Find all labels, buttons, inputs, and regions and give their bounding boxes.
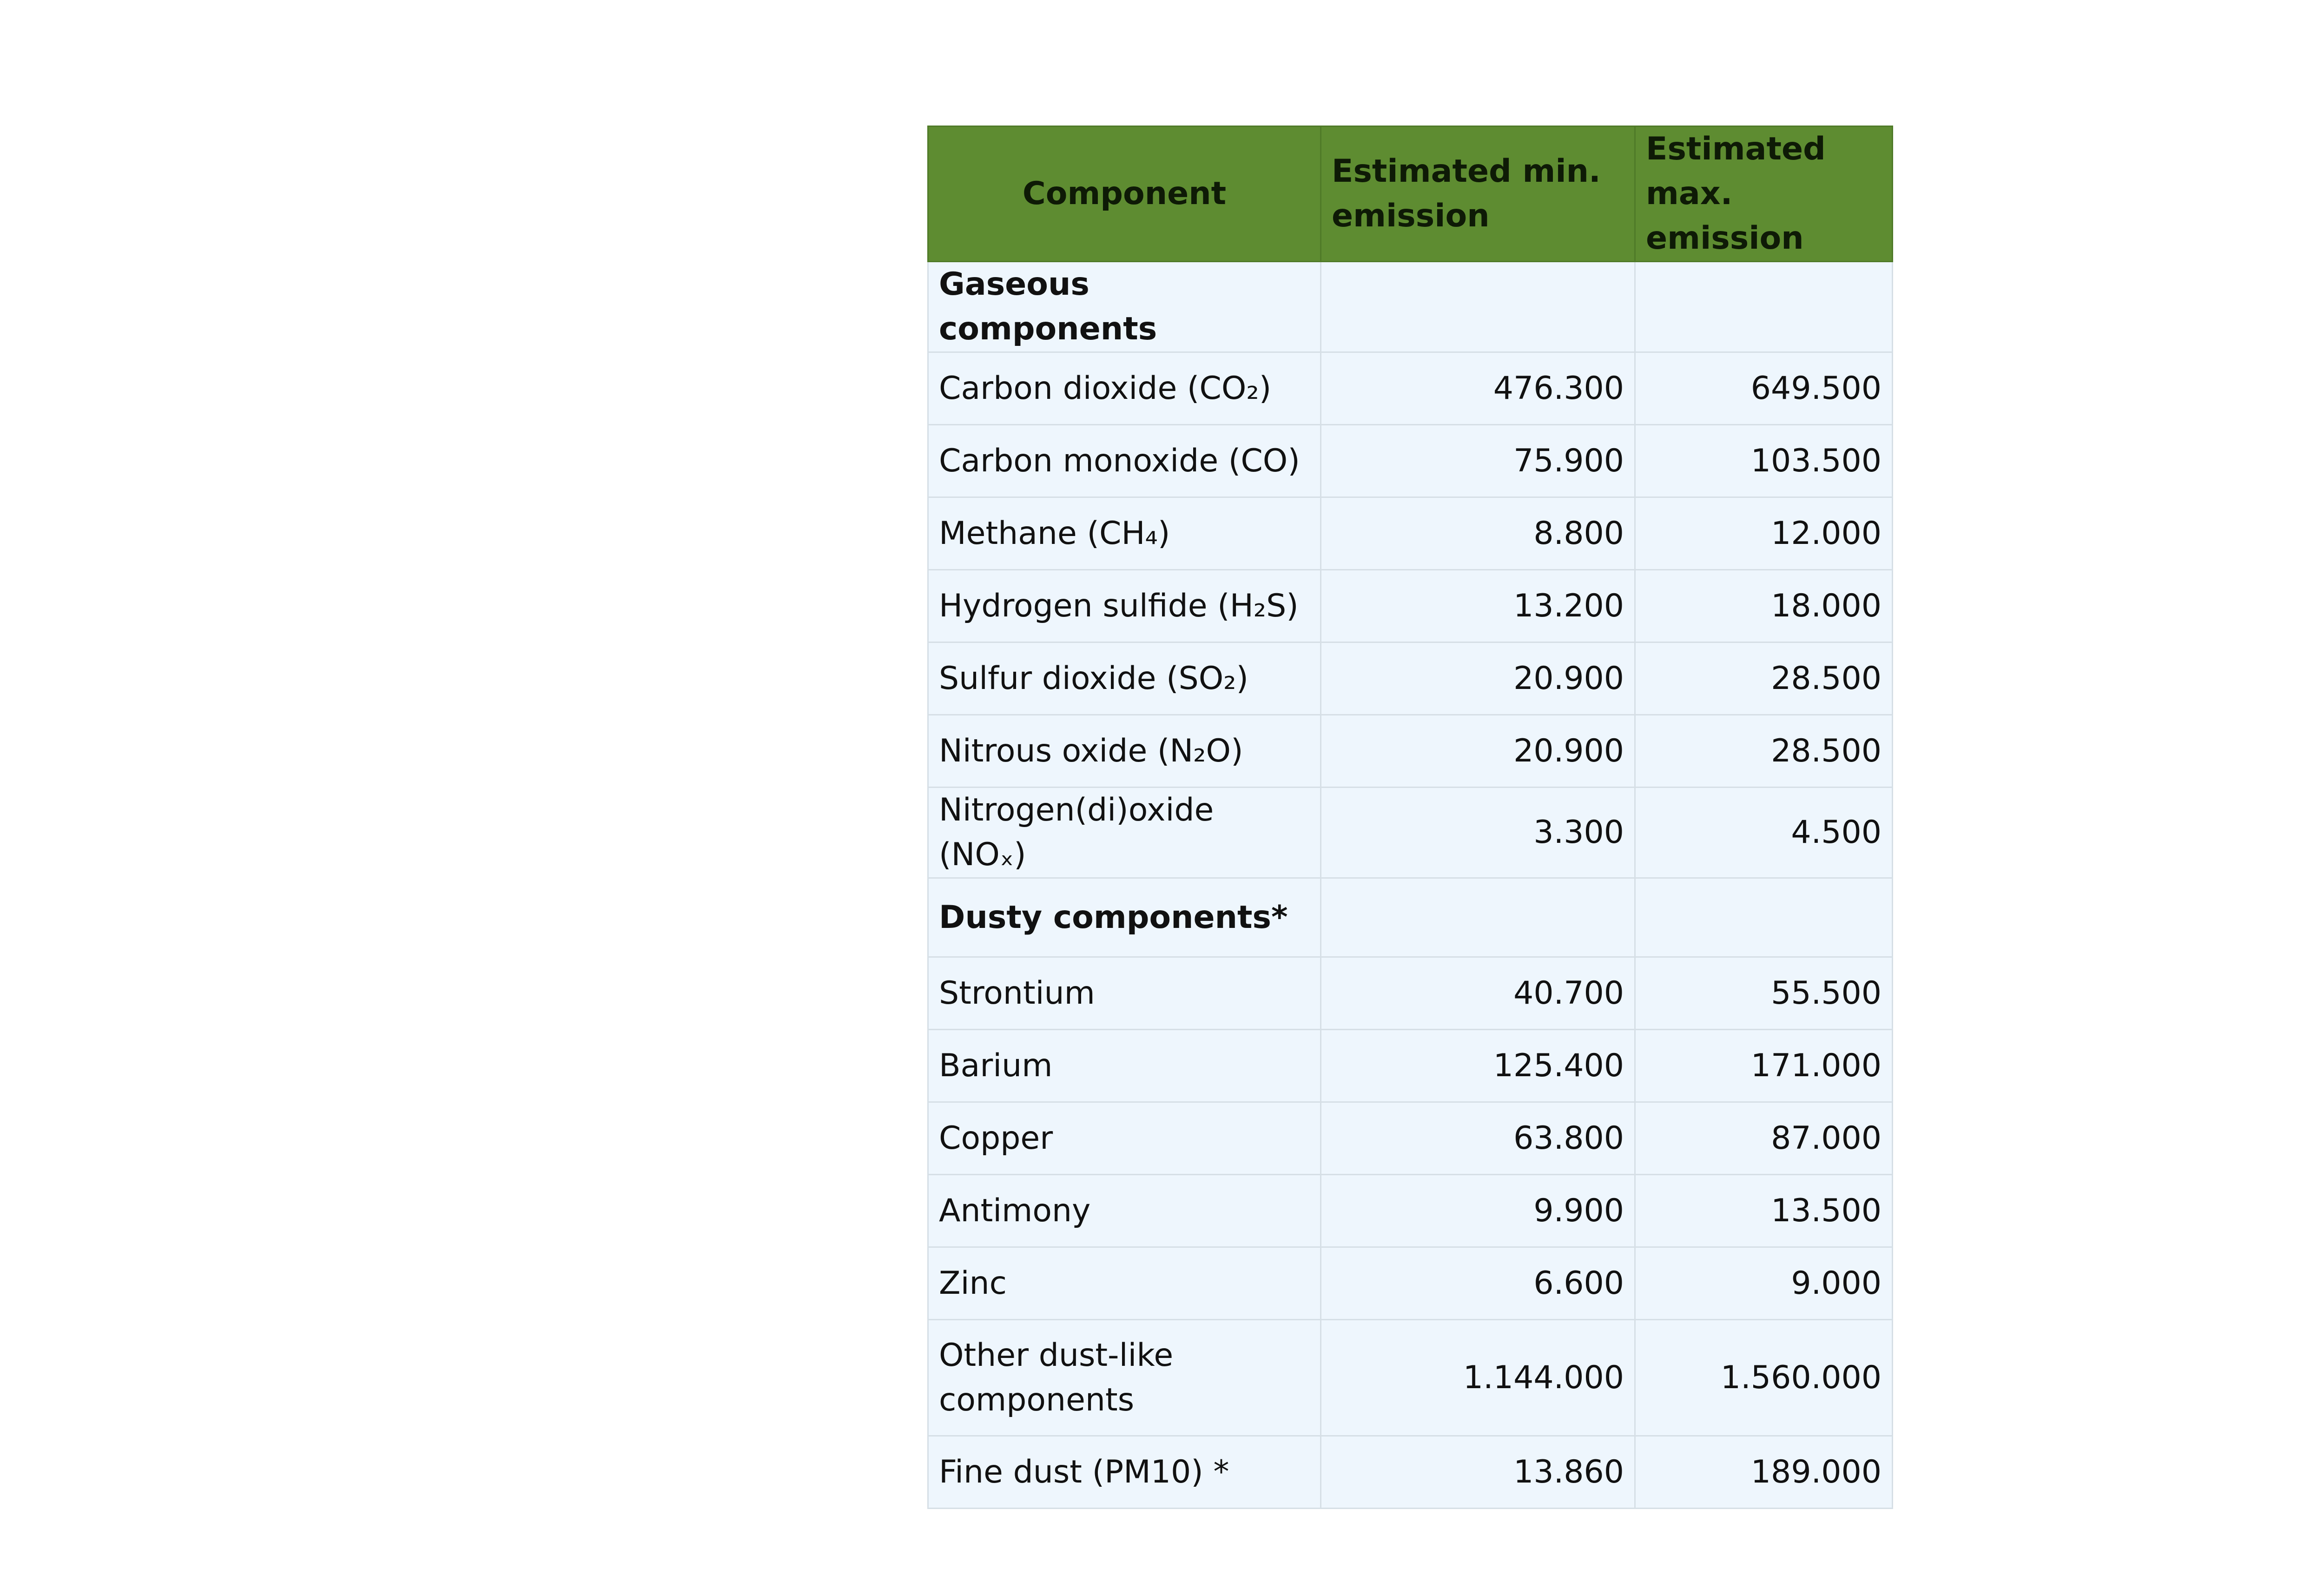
min-emission-cell: 20.900 xyxy=(1321,715,1635,788)
component-cell: Nitrous oxide (N₂O) xyxy=(928,715,1321,788)
component-cell: Fine dust (PM10) * xyxy=(928,1436,1321,1509)
table-row xyxy=(928,715,1893,788)
min-emission-cell: 9.900 xyxy=(1321,1175,1635,1247)
component-cell: Strontium xyxy=(928,957,1321,1030)
table-body xyxy=(928,262,1893,1509)
min-emission-cell: 3.300 xyxy=(1321,788,1635,878)
min-emission-cell: 63.800 xyxy=(1321,1102,1635,1175)
header-row xyxy=(928,126,1893,262)
component-cell: Nitrogen(di)oxide (NOₓ) xyxy=(928,788,1321,878)
component-column-header: Component xyxy=(928,126,1321,262)
min-emission-cell xyxy=(1321,262,1635,352)
max-emission-cell: 55.500 xyxy=(1635,957,1893,1030)
max-emission-column-header: Estimated max. emission xyxy=(1635,126,1893,262)
min-emission-cell: 476.300 xyxy=(1321,352,1635,425)
emissions-table-container xyxy=(927,126,1892,1509)
table-row xyxy=(928,642,1893,715)
max-emission-cell: 189.000 xyxy=(1635,1436,1893,1509)
max-emission-cell xyxy=(1635,262,1893,352)
max-emission-cell: 12.000 xyxy=(1635,497,1893,570)
max-emission-cell: 103.500 xyxy=(1635,425,1893,497)
max-emission-cell: 4.500 xyxy=(1635,788,1893,878)
table-row xyxy=(928,352,1893,425)
component-cell: Other dust-like components xyxy=(928,1320,1321,1436)
max-emission-cell: 9.000 xyxy=(1635,1247,1893,1320)
min-emission-cell: 13.860 xyxy=(1321,1436,1635,1509)
table-row xyxy=(928,788,1893,878)
min-emission-cell: 40.700 xyxy=(1321,957,1635,1030)
table-row xyxy=(928,957,1893,1030)
table-header xyxy=(928,126,1893,262)
min-emission-cell xyxy=(1321,878,1635,957)
component-cell: Sulfur dioxide (SO₂) xyxy=(928,642,1321,715)
component-cell: Zinc xyxy=(928,1247,1321,1320)
min-emission-cell: 75.900 xyxy=(1321,425,1635,497)
table-row xyxy=(928,425,1893,497)
component-cell: Hydrogen sulfide (H₂S) xyxy=(928,570,1321,642)
max-emission-cell: 28.500 xyxy=(1635,642,1893,715)
max-emission-cell: 649.500 xyxy=(1635,352,1893,425)
table-row xyxy=(928,1320,1893,1436)
table-row xyxy=(928,1436,1893,1509)
component-cell: Barium xyxy=(928,1030,1321,1102)
table-row xyxy=(928,570,1893,642)
min-emission-cell: 13.200 xyxy=(1321,570,1635,642)
min-emission-column-header: Estimated min. emission xyxy=(1321,126,1635,262)
min-emission-cell: 125.400 xyxy=(1321,1030,1635,1102)
min-emission-cell: 20.900 xyxy=(1321,642,1635,715)
min-emission-cell: 8.800 xyxy=(1321,497,1635,570)
component-cell: Copper xyxy=(928,1102,1321,1175)
section-row-dusty xyxy=(928,878,1893,957)
table-row xyxy=(928,1030,1893,1102)
component-cell: Methane (CH₄) xyxy=(928,497,1321,570)
component-cell: Carbon dioxide (CO₂) xyxy=(928,352,1321,425)
max-emission-cell: 18.000 xyxy=(1635,570,1893,642)
table-row xyxy=(928,1175,1893,1247)
max-emission-cell: 28.500 xyxy=(1635,715,1893,788)
section-label: Gaseous components xyxy=(928,262,1321,352)
section-row-gaseous xyxy=(928,262,1893,352)
component-cell: Antimony xyxy=(928,1175,1321,1247)
table-row xyxy=(928,497,1893,570)
max-emission-cell xyxy=(1635,878,1893,957)
table-row xyxy=(928,1102,1893,1175)
min-emission-cell: 6.600 xyxy=(1321,1247,1635,1320)
max-emission-cell: 13.500 xyxy=(1635,1175,1893,1247)
min-emission-cell: 1.144.000 xyxy=(1321,1320,1635,1436)
max-emission-cell: 1.560.000 xyxy=(1635,1320,1893,1436)
emissions-table xyxy=(927,126,1893,1509)
section-label: Dusty components* xyxy=(928,878,1321,957)
component-cell: Carbon monoxide (CO) xyxy=(928,425,1321,497)
max-emission-cell: 171.000 xyxy=(1635,1030,1893,1102)
max-emission-cell: 87.000 xyxy=(1635,1102,1893,1175)
table-row xyxy=(928,1247,1893,1320)
